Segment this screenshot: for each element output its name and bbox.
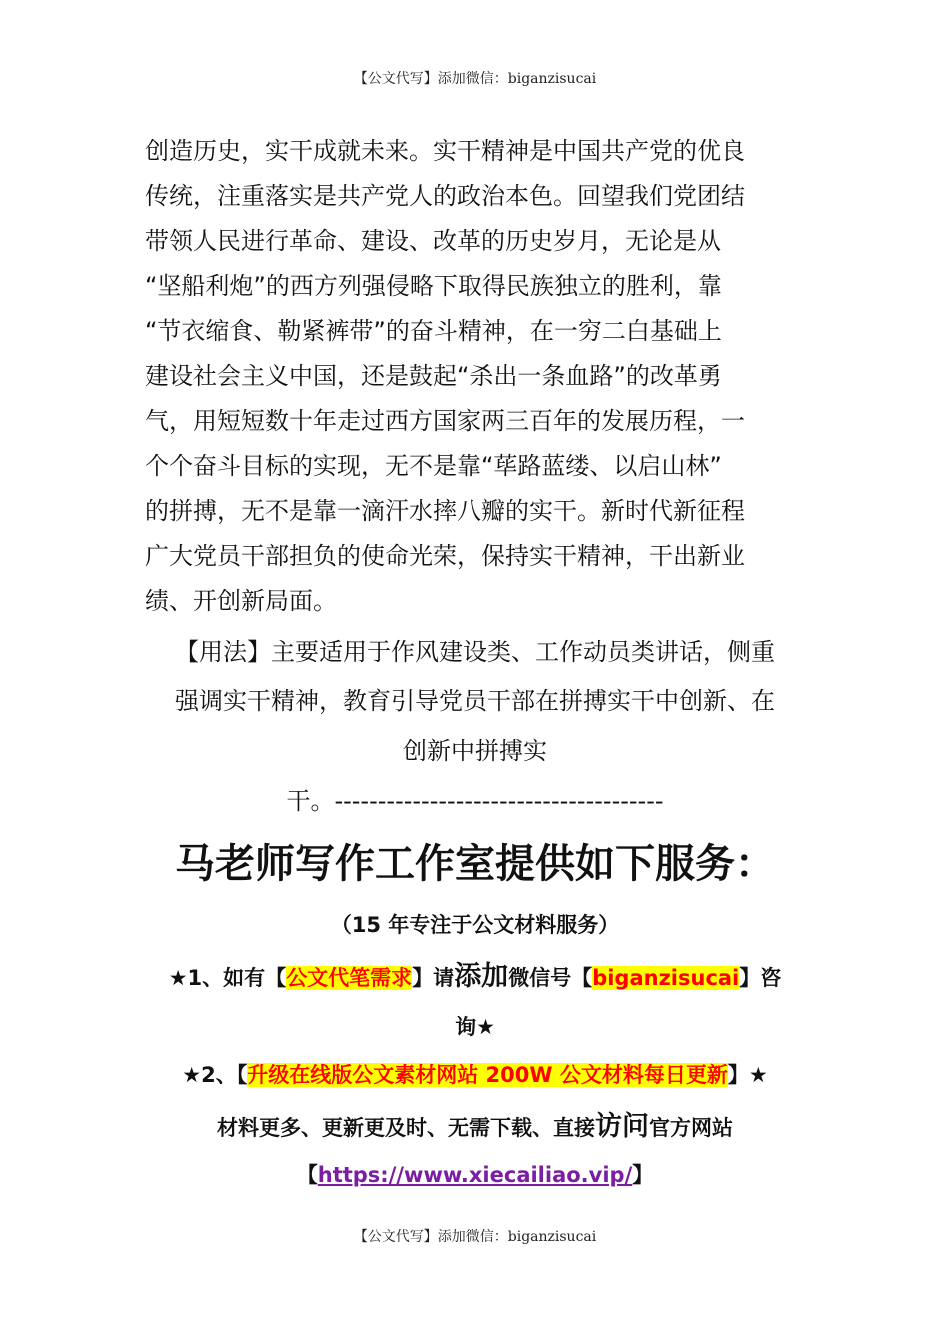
usage-line: 创新中拼搏实 [403, 737, 547, 765]
ad-item-2-prefix: ★2、【 [182, 1063, 248, 1087]
ad-item-1-big: 添加 [454, 961, 509, 992]
paragraph-line: “坚船利炮”的西方列强侵略下取得民族独立的胜利，靠 [145, 272, 722, 300]
ad-item-3-suffix: 官方网站 [649, 1116, 733, 1140]
wechat-id: biganzisucai [592, 966, 740, 990]
paragraph-line: 个个奋斗目标的实现，无不是靠“荜路蓝缕、以启山林” [145, 452, 722, 480]
ad-item-3 [0, 1112, 950, 1143]
ad-item-2-highlight: 升级在线版公文素材网站 200W 公文材料每日更新 [247, 1063, 728, 1087]
ad-item-3-prefix: 材料更多、更新更及时、无需下载、直接 [217, 1116, 595, 1140]
ad-link-line [0, 1160, 950, 1190]
paragraph-line: 建设社会主义中国，还是鼓起“杀出一条血路”的改革勇 [145, 362, 722, 390]
paragraph-line: 传统，注重落实是共产党人的政治本色。回望我们党团结 [145, 182, 745, 210]
ad-item-1-mid1: 】请 [412, 966, 455, 990]
ad-item-2 [0, 1060, 950, 1090]
ad-title: 马老师写作工作室提供如下服务： [175, 841, 775, 887]
ad-item-1-highlight: 公文代笔需求 [286, 966, 413, 990]
link-open-bracket: 【 [296, 1163, 318, 1187]
page-footer: 【公文代写】添加微信：biganzisucai [353, 1229, 597, 1245]
paragraph-line: 带领人民进行革命、建设、改革的历史岁月，无论是从 [145, 227, 721, 255]
website-link[interactable]: https://www.xiecailiao.vip/ [317, 1163, 633, 1187]
link-close-bracket: 】 [632, 1163, 654, 1187]
paragraph-line: “节衣缩食、勒紧裤带”的奋斗精神，在一穷二白基础上 [145, 317, 722, 345]
ad-item-3-big: 访问 [595, 1111, 649, 1142]
page-header: 【公文代写】添加微信：biganzisucai [353, 71, 597, 87]
paragraph-line: 绩、开创新局面。 [145, 587, 337, 615]
ad-item-1-suffix: 】咨 [739, 966, 782, 990]
ad-item-1-line2: 询★ [455, 1015, 495, 1039]
ad-item-1 [0, 962, 950, 993]
paragraph-line: 的拼搏，无不是靠一滴汗水摔八瓣的实干。新时代新征程 [145, 497, 745, 525]
ad-item-1-mid2: 微信号【 [508, 966, 593, 990]
usage-line: 【用法】主要适用于作风建设类、工作动员类讲话，侧重 [175, 638, 775, 666]
usage-line: 强调实干精神，教育引导党员干部在拼搏实干中创新、在 [175, 687, 775, 715]
usage-line: 干。-------------------------------------- [286, 787, 664, 815]
paragraph-line: 创造历史，实干成就未来。实干精神是中国共产党的优良 [145, 137, 745, 165]
paragraph-line: 广大党员干部担负的使命光荣，保持实干精神，干出新业 [145, 542, 745, 570]
ad-item-2-suffix: 】★ [727, 1063, 768, 1087]
paragraph-line: 气，用短短数十年走过西方国家两三百年的发展历程，一 [145, 407, 745, 435]
ad-subtitle: （15 年专注于公文材料服务） [330, 913, 620, 937]
ad-item-1-prefix: ★1、如有【 [168, 966, 287, 990]
